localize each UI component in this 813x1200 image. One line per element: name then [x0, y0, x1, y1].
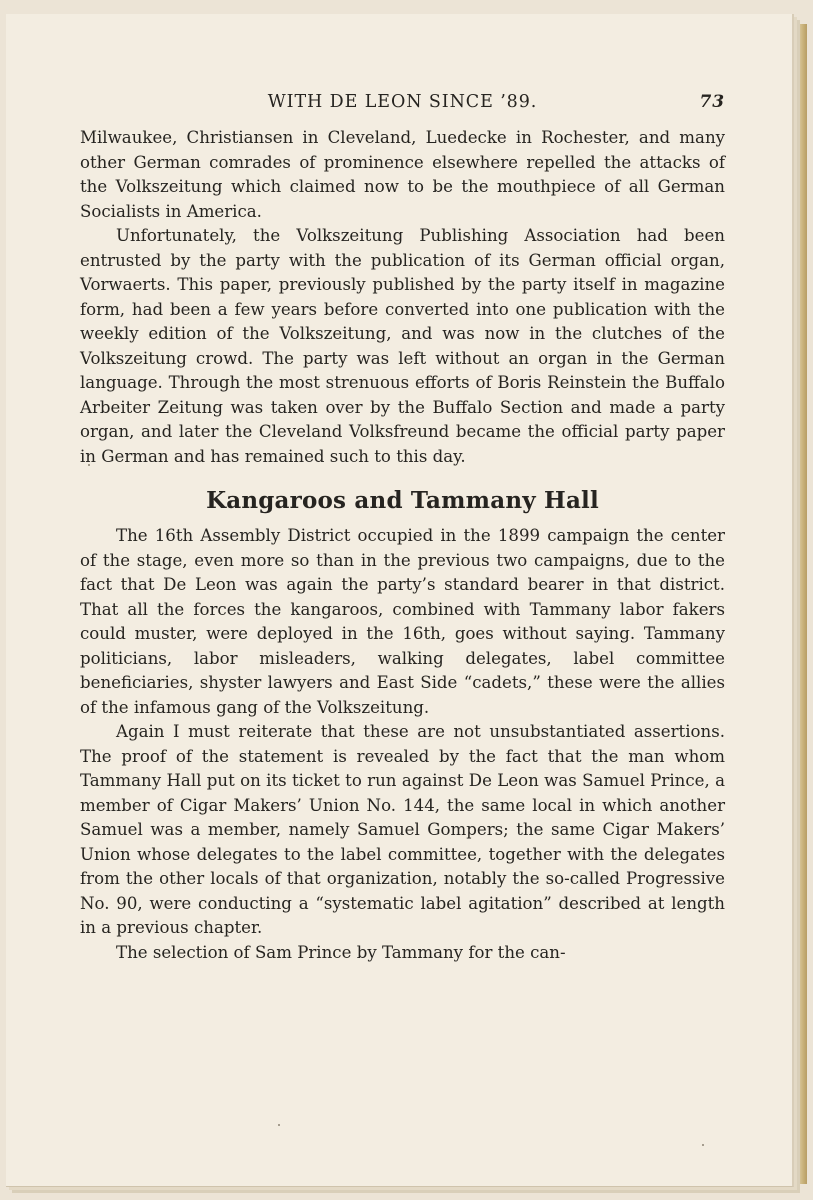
- section-heading: Kangaroos and Tammany Hall: [206, 487, 599, 514]
- page-number: 73: [699, 92, 725, 112]
- page-text: [80, 92, 725, 965]
- paper-speck: [278, 1124, 280, 1126]
- paragraph: Again I must reiterate that these are not unsubstantiated assertions. The proof of the statement is revealed by the fact that the man whom Tammany Hall put on its ticket to run against De Leon was Samuel Prince, a member of Cigar Makers’ Union No. 144, the same local in which another Samuel was a member, namely Samuel Gompers; the same Cigar Makers’ Union whose delegates to the label committee, together with the delegates from the other locals of that organization, notably the so-called Progressive No. 90, were conducting a “systematic label agitation” described at length in a previous chapter.: [80, 722, 725, 937]
- running-head: [80, 92, 725, 126]
- paper-speck: [702, 1144, 704, 1146]
- paragraph-final: The selection of Sam Prince by Tammany for the can-: [116, 942, 566, 962]
- paragraph: The 16th Assembly District occupied in the 1899 campaign the center of the stage, even more so than in the previous two campaigns, due to the fact that De Leon was again the party’s standard bearer in that district. That all the forces the kangaroos, combined with Tammany labor fakers could muster, were deployed in the 16th, goes without saying. Tammany politicians, labor misleaders, walking delegates, label committee beneficiaries, shyster lawyers and East Side “cadets,” these were the allies of the infamous gang of the Volkszeitung.: [80, 526, 725, 717]
- running-head-title: WITH DE LEON SINCE ’89.: [267, 92, 538, 112]
- paragraph-continued: Milwaukee, Christiansen in Cleveland, Luedecke in Rochester, and many other German comrades of prominence elsewhere repelled the attacks of the Volkszeitung which claimed now to be the mouthpiece of all German Socialists in America.: [80, 128, 725, 221]
- paragraph: Unfortunately, the Volkszeitung Publishing Association had been entrusted by the party with the publication of its German official organ, Vorwaerts. This paper, previously published by the party itself in magazine form, had been a few years before converted into one publication with the weekly edition of the Volkszeitung, and was now in the clutches of the Volkszeitung crowd. The party was left without an organ in the German language. Through the most strenuous efforts of Boris Reinstein the Buffalo Arbeiter Zeitung was taken over by the Buffalo Section and made a party organ, and later the Cleveland Volksfreund became the official party paper in German and has remained such to this day.: [80, 226, 725, 466]
- page-edge: [799, 24, 807, 1184]
